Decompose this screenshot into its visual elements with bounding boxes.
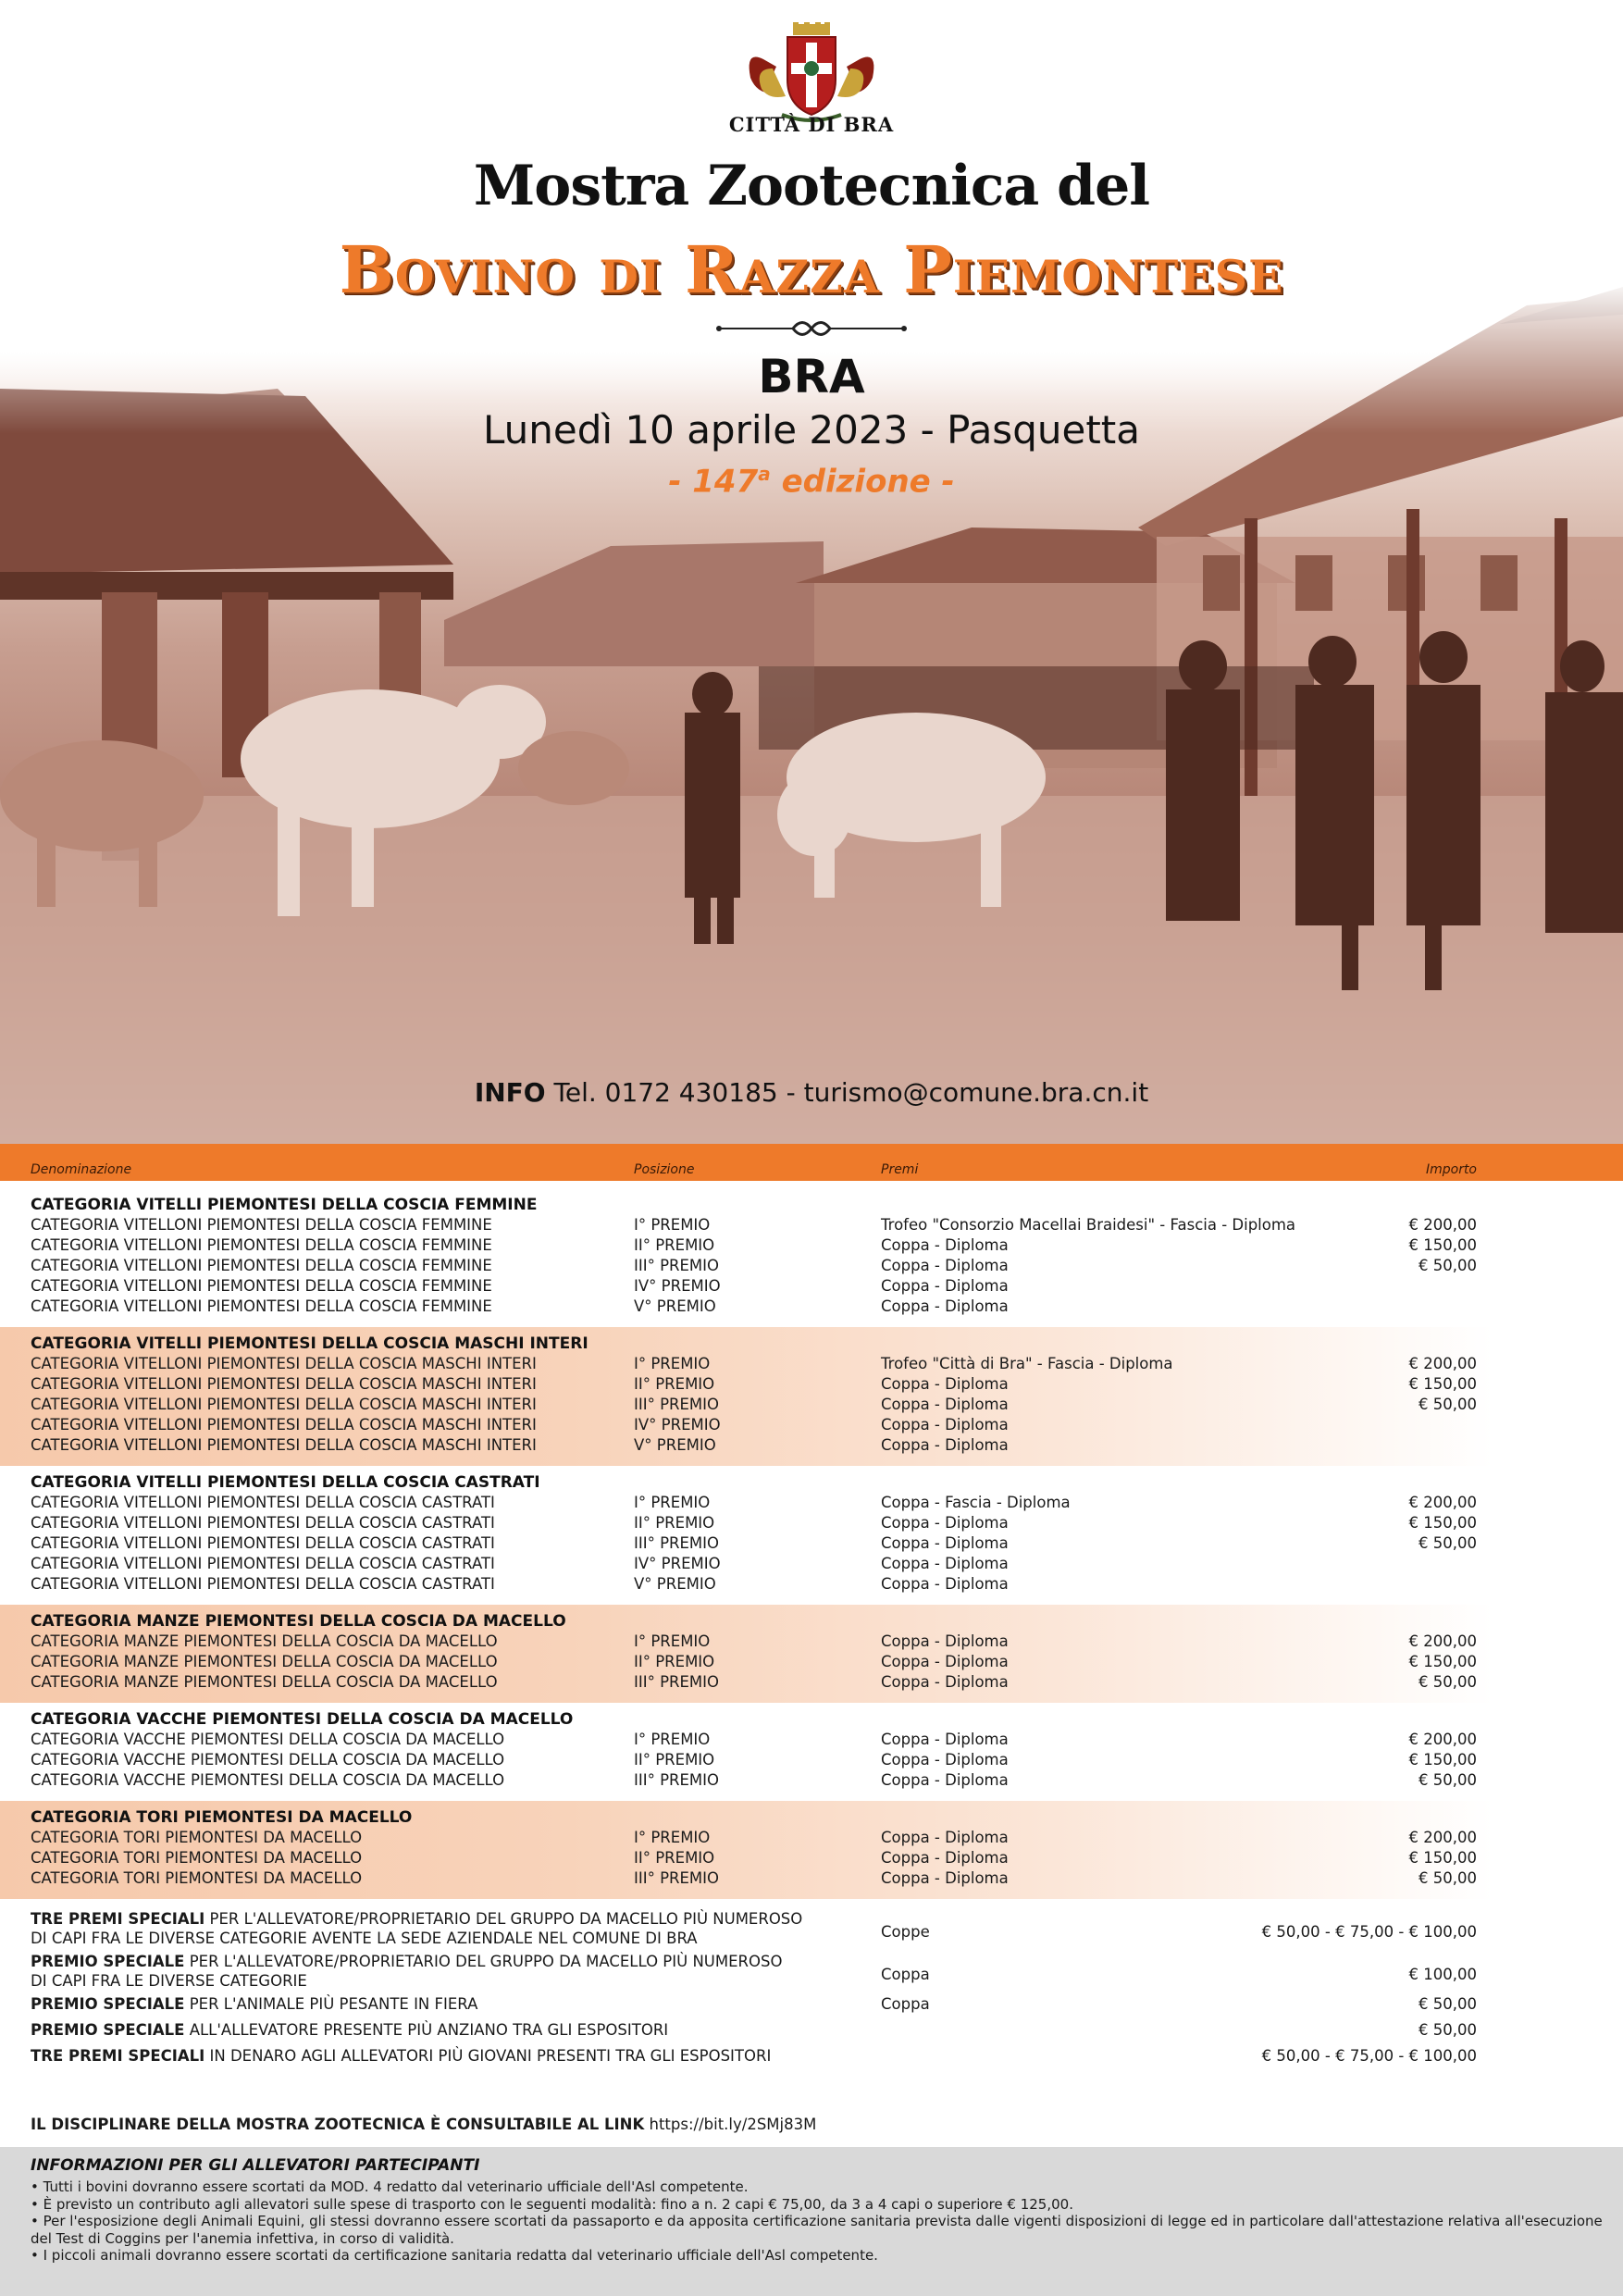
table-row <box>0 1653 1623 1673</box>
category-block <box>0 1466 1623 1605</box>
row-category: CATEGORIA VITELLONI PIEMONTESI DELLA COSCIA MASCHI INTERI <box>31 1396 537 1413</box>
row-amount: € 200,00 <box>1408 1355 1477 1372</box>
row-prize: Coppa - Diploma <box>881 1653 1009 1670</box>
row-category: CATEGORIA VITELLONI PIEMONTESI DELLA COSCIA CASTRATI <box>31 1494 495 1511</box>
special-prize-text: PER L'ALLEVATORE/PROPRIETARIO DEL GRUPPO DA MACELLO PIÙ NUMEROSO <box>204 1910 803 1928</box>
category-block <box>0 1703 1623 1801</box>
special-prize-row <box>0 1910 1623 1953</box>
info-contact[interactable]: Tel. 0172 430185 - turismo@comune.bra.cn.it <box>545 1077 1149 1108</box>
table-row <box>0 1436 1623 1457</box>
row-prize: Coppa - Diploma <box>881 1673 1009 1691</box>
special-prize-label: PREMIO SPECIALE <box>31 1995 185 2013</box>
special-prize-desc <box>31 2021 668 2039</box>
table-row <box>0 1731 1623 1751</box>
table-row <box>0 1216 1623 1236</box>
table-row <box>0 1494 1623 1514</box>
category-title: CATEGORIA VITELLI PIEMONTESI DELLA COSCIA FEMMINE <box>31 1196 538 1214</box>
row-amount: € 200,00 <box>1408 1829 1477 1846</box>
city-name: CITTÀ DI BRA <box>728 113 895 136</box>
row-position: III° PREMIO <box>634 1673 720 1691</box>
category-block <box>0 1188 1623 1327</box>
row-amount: € 200,00 <box>1408 1494 1477 1511</box>
special-prize-text: IN DENARO AGLI ALLEVATORI PIÙ GIOVANI PRESENTI TRA GLI ESPOSITORI <box>204 2047 772 2065</box>
table-header <box>0 1144 1623 1181</box>
row-prize: Coppa - Diploma <box>881 1534 1009 1552</box>
row-category: CATEGORIA VITELLONI PIEMONTESI DELLA COSCIA CASTRATI <box>31 1555 495 1572</box>
row-amount: € 50,00 <box>1419 1673 1477 1691</box>
table-row <box>0 1849 1623 1869</box>
row-category: CATEGORIA MANZE PIEMONTESI DELLA COSCIA DA MACELLO <box>31 1673 498 1691</box>
row-position: III° PREMIO <box>634 1396 720 1413</box>
row-category: CATEGORIA VITELLONI PIEMONTESI DELLA COSCIA FEMMINE <box>31 1236 492 1254</box>
row-position: V° PREMIO <box>634 1436 716 1454</box>
row-category: CATEGORIA VITELLONI PIEMONTESI DELLA COSCIA CASTRATI <box>31 1514 495 1532</box>
footer-item: • Tutti i bovini dovranno essere scortati da MOD. 4 redatto dal veterinario ufficiale dell'Asl competente. <box>31 2178 749 2195</box>
row-prize: Trofeo "Consorzio Macellai Braidesi" - Fascia - Diploma <box>881 1216 1296 1234</box>
category-title: CATEGORIA VITELLI PIEMONTESI DELLA COSCIA CASTRATI <box>31 1473 540 1492</box>
row-amount: € 200,00 <box>1408 1731 1477 1748</box>
event-date: Lunedì 10 aprile 2023 - Pasquetta <box>482 407 1140 453</box>
special-prize-row <box>0 2021 1623 2047</box>
special-prize-desc <box>31 1995 477 2013</box>
header-amount: Importo <box>1425 1162 1477 1177</box>
special-prize-award: Coppe <box>881 1923 930 1941</box>
header-position: Posizione <box>634 1162 695 1177</box>
row-category: CATEGORIA TORI PIEMONTESI DA MACELLO <box>31 1829 363 1846</box>
row-category: CATEGORIA VITELLONI PIEMONTESI DELLA COSCIA MASCHI INTERI <box>31 1416 537 1433</box>
row-position: I° PREMIO <box>634 1216 711 1234</box>
category-block <box>0 1801 1623 1899</box>
row-prize: Coppa - Diploma <box>881 1829 1009 1846</box>
table-row <box>0 1771 1623 1792</box>
row-position: IV° PREMIO <box>634 1277 721 1295</box>
row-amount: € 200,00 <box>1408 1216 1477 1234</box>
row-category: CATEGORIA VACCHE PIEMONTESI DELLA COSCIA DA MACELLO <box>31 1731 505 1748</box>
row-amount: € 150,00 <box>1408 1653 1477 1670</box>
row-position: III° PREMIO <box>634 1257 720 1274</box>
special-prize-row <box>0 1995 1623 2021</box>
row-prize: Coppa - Diploma <box>881 1555 1009 1572</box>
category-title: CATEGORIA VITELLI PIEMONTESI DELLA COSCIA MASCHI INTERI <box>31 1334 588 1353</box>
table-row <box>0 1829 1623 1849</box>
place: BRA <box>758 350 865 403</box>
row-amount: € 50,00 <box>1419 1257 1477 1274</box>
row-position: IV° PREMIO <box>634 1555 721 1572</box>
row-category: CATEGORIA VITELLONI PIEMONTESI DELLA COSCIA MASCHI INTERI <box>31 1355 537 1372</box>
row-prize: Coppa - Fascia - Diploma <box>881 1494 1071 1511</box>
table-row <box>0 1396 1623 1416</box>
special-prize-text: PER L'ANIMALE PIÙ PESANTE IN FIERA <box>184 1995 478 2013</box>
row-prize: Trofeo "Città di Bra" - Fascia - Diploma <box>881 1355 1173 1372</box>
row-prize: Coppa - Diploma <box>881 1297 1009 1315</box>
row-amount: € 50,00 <box>1419 1869 1477 1887</box>
row-prize: Coppa - Diploma <box>881 1277 1009 1295</box>
row-amount: € 200,00 <box>1408 1632 1477 1650</box>
row-prize: Coppa - Diploma <box>881 1632 1009 1650</box>
table-row <box>0 1673 1623 1694</box>
row-amount: € 150,00 <box>1408 1849 1477 1867</box>
row-category: CATEGORIA TORI PIEMONTESI DA MACELLO <box>31 1849 363 1867</box>
row-position: V° PREMIO <box>634 1297 716 1315</box>
row-category: CATEGORIA VACCHE PIEMONTESI DELLA COSCIA DA MACELLO <box>31 1771 505 1789</box>
row-amount: € 50,00 <box>1419 1534 1477 1552</box>
disciplinare-link[interactable]: https://bit.ly/2SMj83M <box>644 2116 817 2133</box>
row-category: CATEGORIA VITELLONI PIEMONTESI DELLA COSCIA MASCHI INTERI <box>31 1436 537 1454</box>
title-line-2: Bovino di Razza Piemontese <box>339 231 1284 308</box>
row-position: V° PREMIO <box>634 1575 716 1593</box>
row-position: II° PREMIO <box>634 1236 715 1254</box>
table-row <box>0 1236 1623 1257</box>
row-position: I° PREMIO <box>634 1829 711 1846</box>
row-prize: Coppa - Diploma <box>881 1436 1009 1454</box>
row-position: II° PREMIO <box>634 1514 715 1532</box>
special-prize-desc <box>31 1953 782 1970</box>
row-prize: Coppa - Diploma <box>881 1396 1009 1413</box>
row-category: CATEGORIA VITELLONI PIEMONTESI DELLA COSCIA FEMMINE <box>31 1297 492 1315</box>
row-position: II° PREMIO <box>634 1653 715 1670</box>
row-prize: Coppa - Diploma <box>881 1416 1009 1433</box>
row-category: CATEGORIA MANZE PIEMONTESI DELLA COSCIA DA MACELLO <box>31 1653 498 1670</box>
row-category: CATEGORIA VITELLONI PIEMONTESI DELLA COSCIA FEMMINE <box>31 1257 492 1274</box>
row-prize: Coppa - Diploma <box>881 1575 1009 1593</box>
category-title: CATEGORIA MANZE PIEMONTESI DELLA COSCIA DA MACELLO <box>31 1612 566 1631</box>
row-position: I° PREMIO <box>634 1731 711 1748</box>
row-position: III° PREMIO <box>634 1771 720 1789</box>
special-prize-amount: € 50,00 - € 75,00 - € 100,00 <box>1261 1923 1477 1941</box>
table-row <box>0 1632 1623 1653</box>
special-prize-award: Coppa <box>881 1995 930 2013</box>
footer-item: • È previsto un contributo agli allevatori sulle spese di trasporto con le seguenti modalità: fino a n. 2 capi € 75,00, da 3 a 4 capi o superiore € 125,00. <box>31 2195 1073 2213</box>
info-line <box>0 1077 1623 1108</box>
special-prize-label: PREMIO SPECIALE <box>31 1953 185 1970</box>
row-amount: € 50,00 <box>1419 1771 1477 1789</box>
row-position: III° PREMIO <box>634 1534 720 1552</box>
info-label: INFO <box>474 1077 546 1108</box>
special-prize-label: TRE PREMI SPECIALI <box>31 1910 205 1928</box>
row-category: CATEGORIA VITELLONI PIEMONTESI DELLA COSCIA FEMMINE <box>31 1277 492 1295</box>
special-prize-amount: € 100,00 <box>1408 1966 1477 1983</box>
row-amount: € 150,00 <box>1408 1514 1477 1532</box>
special-prize-award: Coppa <box>881 1966 930 1983</box>
row-position: II° PREMIO <box>634 1375 715 1393</box>
row-position: I° PREMIO <box>634 1632 711 1650</box>
table-row <box>0 1555 1623 1575</box>
row-amount: € 150,00 <box>1408 1236 1477 1254</box>
table-row <box>0 1514 1623 1534</box>
table-row <box>0 1416 1623 1436</box>
special-prize-label: PREMIO SPECIALE <box>31 2021 185 2039</box>
footer-item: • I piccoli animali dovranno essere scortati da certificazione sanitaria redatta dal veterinario ufficiale dell'Asl competente. <box>31 2247 878 2264</box>
footer-list <box>31 2178 1604 2265</box>
row-position: III° PREMIO <box>634 1869 720 1887</box>
category-title: CATEGORIA VACCHE PIEMONTESI DELLA COSCIA DA MACELLO <box>31 1710 574 1729</box>
edition: - 147$^a$ edizione - <box>668 463 955 501</box>
category-title: CATEGORIA TORI PIEMONTESI DA MACELLO <box>31 1808 413 1827</box>
row-category: CATEGORIA TORI PIEMONTESI DA MACELLO <box>31 1869 363 1887</box>
header-prizes: Premi <box>881 1162 919 1177</box>
row-category: CATEGORIA VITELLONI PIEMONTESI DELLA COSCIA CASTRATI <box>31 1534 495 1552</box>
special-prize-amount: € 50,00 <box>1419 2021 1477 2039</box>
row-prize: Coppa - Diploma <box>881 1849 1009 1867</box>
special-prize-desc-cont: DI CAPI FRA LE DIVERSE CATEGORIE <box>31 1972 307 1990</box>
row-category: CATEGORIA VACCHE PIEMONTESI DELLA COSCIA DA MACELLO <box>31 1751 505 1769</box>
special-prize-label: TRE PREMI SPECIALI <box>31 2047 205 2065</box>
scroll-ornament-icon <box>710 315 913 342</box>
special-prize-row <box>0 2047 1623 2073</box>
row-amount: € 150,00 <box>1408 1375 1477 1393</box>
hero <box>0 0 1623 1144</box>
header-name: Denominazione <box>31 1162 132 1177</box>
table-row <box>0 1575 1623 1595</box>
row-prize: Coppa - Diploma <box>881 1375 1009 1393</box>
table-row <box>0 1751 1623 1771</box>
special-prize-text: ALL'ALLEVATORE PRESENTE PIÙ ANZIANO TRA GLI ESPOSITORI <box>184 2021 669 2039</box>
special-prize-desc <box>31 1910 802 1928</box>
row-prize: Coppa - Diploma <box>881 1751 1009 1769</box>
row-prize: Coppa - Diploma <box>881 1514 1009 1532</box>
footer-info <box>0 2147 1623 2296</box>
row-category: CATEGORIA MANZE PIEMONTESI DELLA COSCIA DA MACELLO <box>31 1632 498 1650</box>
table-row <box>0 1257 1623 1277</box>
row-position: I° PREMIO <box>634 1494 711 1511</box>
disciplinare-line: IL DISCIPLINARE DELLA MOSTRA ZOOTECNICA È CONSULTABILE AL LINK https://bit.ly/2SMj83M <box>31 2116 817 2133</box>
table-row <box>0 1869 1623 1890</box>
footer-item: • Per l'esposizione degli Animali Equini, gli stessi dovranno essere scortati da passaporto e da apposita certificazione sanitaria prevista dalle vigenti disposizioni di legge ed in particolare dall'attestazione relativa all'esecuzione del Test di Coggins per l'anemia infettiva, in corso di validità. <box>31 2213 1603 2247</box>
row-position: II° PREMIO <box>634 1849 715 1867</box>
special-prize-amount: € 50,00 - € 75,00 - € 100,00 <box>1261 2047 1477 2065</box>
city-crest-icon <box>745 22 878 126</box>
special-prize-amount: € 50,00 <box>1419 1995 1477 2013</box>
row-category: CATEGORIA VITELLONI PIEMONTESI DELLA COSCIA CASTRATI <box>31 1575 495 1593</box>
table-row <box>0 1534 1623 1555</box>
footer-title: INFORMAZIONI PER GLI ALLEVATORI PARTECIPANTI <box>31 2156 480 2175</box>
category-block <box>0 1327 1623 1466</box>
row-prize: Coppa - Diploma <box>881 1257 1009 1274</box>
row-prize: Coppa - Diploma <box>881 1731 1009 1748</box>
row-amount: € 50,00 <box>1419 1396 1477 1413</box>
row-prize: Coppa - Diploma <box>881 1236 1009 1254</box>
row-prize: Coppa - Diploma <box>881 1771 1009 1789</box>
table-row <box>0 1297 1623 1318</box>
special-prize-desc-cont: DI CAPI FRA LE DIVERSE CATEGORIE AVENTE LA SEDE AZIENDALE NEL COMUNE DI BRA <box>31 1930 698 1947</box>
row-category: CATEGORIA VITELLONI PIEMONTESI DELLA COSCIA FEMMINE <box>31 1216 492 1234</box>
special-prize-desc <box>31 2047 771 2065</box>
special-prize-row <box>0 1953 1623 1995</box>
table-row <box>0 1355 1623 1375</box>
table-row <box>0 1277 1623 1297</box>
row-amount: € 150,00 <box>1408 1751 1477 1769</box>
table-row <box>0 1375 1623 1396</box>
row-position: I° PREMIO <box>634 1355 711 1372</box>
row-position: IV° PREMIO <box>634 1416 721 1433</box>
special-prize-text: PER L'ALLEVATORE/PROPRIETARIO DEL GRUPPO DA MACELLO PIÙ NUMEROSO <box>184 1953 783 1970</box>
row-category: CATEGORIA VITELLONI PIEMONTESI DELLA COSCIA MASCHI INTERI <box>31 1375 537 1393</box>
row-prize: Coppa - Diploma <box>881 1869 1009 1887</box>
category-block <box>0 1605 1623 1703</box>
title-line-1: Mostra Zootecnica del <box>473 154 1150 218</box>
row-position: II° PREMIO <box>634 1751 715 1769</box>
